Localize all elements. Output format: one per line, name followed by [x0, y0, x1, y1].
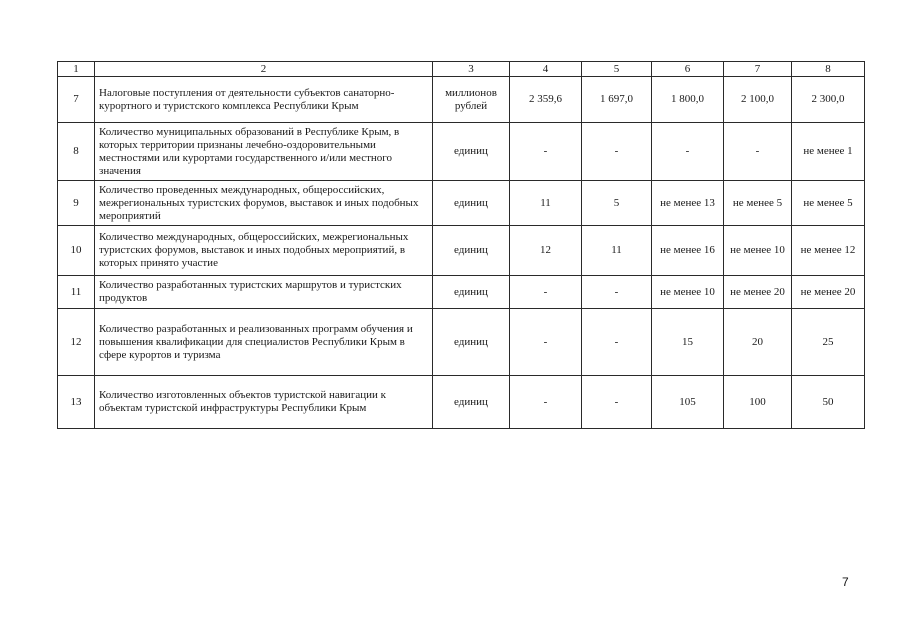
value-cell: не менее 20: [792, 276, 865, 309]
page-number: 7: [842, 575, 849, 589]
value-cell: не менее 10: [724, 226, 792, 276]
column-header: 6: [652, 62, 724, 77]
value-cell: не менее 13: [652, 181, 724, 226]
table-row: [58, 181, 865, 226]
unit-cell: единиц: [433, 276, 510, 309]
unit-cell: миллионов рублей: [433, 77, 510, 123]
table-row: [58, 276, 865, 309]
value-cell: -: [510, 123, 582, 181]
indicator-name: Налоговые поступления от деятельности субъектов санаторно-курортного и туристского комплекса Республики Крым: [95, 77, 433, 123]
unit-cell: единиц: [433, 226, 510, 276]
value-cell: не менее 12: [792, 226, 865, 276]
value-cell: 15: [652, 309, 724, 376]
value-cell: не менее 10: [652, 276, 724, 309]
unit-cell: единиц: [433, 376, 510, 429]
value-cell: -: [582, 376, 652, 429]
column-header: 8: [792, 62, 865, 77]
value-cell: не менее 1: [792, 123, 865, 181]
column-header: 7: [724, 62, 792, 77]
table-row: [58, 123, 865, 181]
row-number: 9: [58, 181, 95, 226]
table-header-row: [58, 62, 865, 77]
row-number: 11: [58, 276, 95, 309]
value-cell: не менее 20: [724, 276, 792, 309]
value-cell: 5: [582, 181, 652, 226]
row-number: 8: [58, 123, 95, 181]
indicator-name: Количество разработанных и реализованных программ обучения и повышения квалификации для специалистов Республики Крым в сфере курортов и туризма: [95, 309, 433, 376]
row-number: 10: [58, 226, 95, 276]
column-header: 4: [510, 62, 582, 77]
indicators-table: [57, 61, 865, 429]
table-row: [58, 226, 865, 276]
table-row: [58, 309, 865, 376]
value-cell: -: [510, 276, 582, 309]
value-cell: 1 697,0: [582, 77, 652, 123]
unit-cell: единиц: [433, 181, 510, 226]
value-cell: 100: [724, 376, 792, 429]
column-header: 3: [433, 62, 510, 77]
value-cell: 11: [582, 226, 652, 276]
column-header: 2: [95, 62, 433, 77]
value-cell: 50: [792, 376, 865, 429]
value-cell: не менее 16: [652, 226, 724, 276]
column-header: 1: [58, 62, 95, 77]
value-cell: -: [652, 123, 724, 181]
unit-cell: единиц: [433, 309, 510, 376]
value-cell: 2 100,0: [724, 77, 792, 123]
table-row: [58, 376, 865, 429]
value-cell: 20: [724, 309, 792, 376]
value-cell: -: [724, 123, 792, 181]
value-cell: 2 300,0: [792, 77, 865, 123]
indicator-name: Количество разработанных туристских маршрутов и туристских продуктов: [95, 276, 433, 309]
value-cell: не менее 5: [724, 181, 792, 226]
indicator-name: Количество проведенных международных, общероссийских, межрегиональных туристских форумов, выставок и иных подобных мероприятий: [95, 181, 433, 226]
indicator-name: Количество изготовленных объектов туристской навигации к объектам туристской инфраструктуры Республики Крым: [95, 376, 433, 429]
value-cell: 12: [510, 226, 582, 276]
row-number: 13: [58, 376, 95, 429]
table-row: [58, 77, 865, 123]
indicator-name: Количество международных, общероссийских, межрегиональных туристских форумов, выставок и иных подобных мероприятий, в которых принято участие: [95, 226, 433, 276]
unit-cell: единиц: [433, 123, 510, 181]
row-number: 12: [58, 309, 95, 376]
value-cell: -: [582, 123, 652, 181]
value-cell: -: [582, 276, 652, 309]
value-cell: 105: [652, 376, 724, 429]
indicator-name: Количество муниципальных образований в Республике Крым, в которых территории признаны лечебно-оздоровительными местностями или курортами государственного и/или местного значения: [95, 123, 433, 181]
value-cell: 11: [510, 181, 582, 226]
value-cell: -: [510, 309, 582, 376]
value-cell: -: [510, 376, 582, 429]
value-cell: -: [582, 309, 652, 376]
row-number: 7: [58, 77, 95, 123]
value-cell: 2 359,6: [510, 77, 582, 123]
column-header: 5: [582, 62, 652, 77]
value-cell: 25: [792, 309, 865, 376]
value-cell: не менее 5: [792, 181, 865, 226]
value-cell: 1 800,0: [652, 77, 724, 123]
